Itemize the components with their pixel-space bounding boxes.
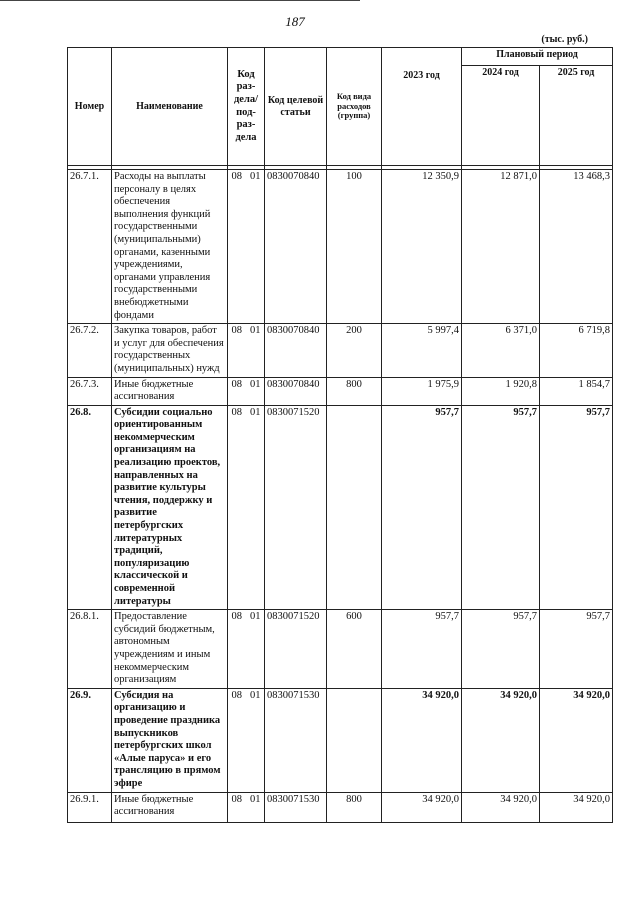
- table-row: [68, 688, 613, 792]
- row-number: 26.7.1.: [68, 170, 112, 324]
- row-amount-2023: 34 920,0: [382, 792, 462, 822]
- row-expense-type: 100: [327, 170, 382, 324]
- header-nomer: Номер: [68, 48, 112, 166]
- row-amount-2023: 1 975,9: [382, 377, 462, 405]
- page-number: 187: [285, 14, 305, 29]
- table-row: [68, 405, 613, 610]
- table-row: [68, 170, 613, 324]
- row-number: 26.7.2.: [68, 324, 112, 377]
- header-2025: 2025 год: [540, 66, 613, 166]
- row-expense-type: [327, 405, 382, 610]
- row-amount-2024: 957,7: [462, 405, 540, 610]
- row-target-code: 0830070840: [265, 170, 327, 324]
- row-name: Закупка товаров, работ и услуг для обеспечения государственных (муниципальных) нужд: [112, 324, 228, 377]
- row-amount-2024: 34 920,0: [462, 792, 540, 822]
- row-amount-2023: 12 350,9: [382, 170, 462, 324]
- row-podrazdel: 01: [246, 610, 265, 689]
- row-amount-2025: 957,7: [540, 610, 613, 689]
- row-expense-type: 200: [327, 324, 382, 377]
- row-amount-2023: 957,7: [382, 610, 462, 689]
- row-razdel: 08: [228, 324, 246, 377]
- row-amount-2025: 1 854,7: [540, 377, 613, 405]
- row-razdel: 08: [228, 792, 246, 822]
- row-expense-type: [327, 688, 382, 792]
- row-amount-2024: 957,7: [462, 610, 540, 689]
- row-name: Предоставление субсидий бюджетным, автономным учреждениям и иным некоммерческим организациям: [112, 610, 228, 689]
- row-number: 26.8.1.: [68, 610, 112, 689]
- row-amount-2024: 12 871,0: [462, 170, 540, 324]
- header-naimenovanie: Наименование: [112, 48, 228, 166]
- row-podrazdel: 01: [246, 405, 265, 610]
- row-name: Субсидии социально ориентированным некоммерческим организациям на реализацию проектов, направленных на развитие культуры чтения, поддержку и развитие петербургских литературных традиций, популяризацию классической и современной литературы: [112, 405, 228, 610]
- row-name: Субсидия на организацию и проведение праздника выпускников петербургских школ «Алые паруса» и его трансляцию в прямом эфире: [112, 688, 228, 792]
- row-podrazdel: 01: [246, 792, 265, 822]
- row-target-code: 0830070840: [265, 324, 327, 377]
- row-amount-2023: 957,7: [382, 405, 462, 610]
- table-row: [68, 610, 613, 689]
- row-target-code: 0830070840: [265, 377, 327, 405]
- row-number: 26.9.1.: [68, 792, 112, 822]
- row-amount-2024: 1 920,8: [462, 377, 540, 405]
- header-kod-stati: Код целевой статьи: [265, 48, 327, 166]
- row-number: 26.8.: [68, 405, 112, 610]
- row-target-code: 0830071530: [265, 688, 327, 792]
- row-name: Иные бюджетные ассигнования: [112, 792, 228, 822]
- row-razdel: 08: [228, 377, 246, 405]
- row-number: 26.9.: [68, 688, 112, 792]
- row-target-code: 0830071520: [265, 610, 327, 689]
- top-rule: [0, 0, 360, 1]
- row-amount-2025: 13 468,3: [540, 170, 613, 324]
- row-amount-2023: 5 997,4: [382, 324, 462, 377]
- header-planovy-period: Плановый период: [462, 48, 613, 66]
- row-expense-type: 800: [327, 792, 382, 822]
- row-name: Расходы на выплаты персоналу в целях обеспечения выполнения функций государственными (муниципальными) органами, казенными учреждениями, органами управления государственными внебюджетными фондами: [112, 170, 228, 324]
- row-amount-2025: 6 719,8: [540, 324, 613, 377]
- header-2024: 2024 год: [462, 66, 540, 166]
- row-amount-2023: 34 920,0: [382, 688, 462, 792]
- row-razdel: 08: [228, 405, 246, 610]
- row-amount-2024: 6 371,0: [462, 324, 540, 377]
- row-expense-type: 800: [327, 377, 382, 405]
- table-row: [68, 792, 613, 822]
- row-razdel: 08: [228, 688, 246, 792]
- row-podrazdel: 01: [246, 377, 265, 405]
- row-target-code: 0830071530: [265, 792, 327, 822]
- table-row: [68, 324, 613, 377]
- row-amount-2025: 957,7: [540, 405, 613, 610]
- row-podrazdel: 01: [246, 170, 265, 324]
- units-note: (тыс. руб.): [541, 34, 588, 45]
- row-podrazdel: 01: [246, 688, 265, 792]
- table-row: [68, 377, 613, 405]
- header-kod-vida: Код вида расходов (группа): [327, 48, 382, 166]
- row-name: Иные бюджетные ассигнования: [112, 377, 228, 405]
- row-podrazdel: 01: [246, 324, 265, 377]
- budget-table: [67, 47, 613, 823]
- row-razdel: 08: [228, 170, 246, 324]
- row-amount-2025: 34 920,0: [540, 688, 613, 792]
- row-target-code: 0830071520: [265, 405, 327, 610]
- row-razdel: 08: [228, 610, 246, 689]
- row-expense-type: 600: [327, 610, 382, 689]
- row-amount-2025: 34 920,0: [540, 792, 613, 822]
- row-amount-2024: 34 920,0: [462, 688, 540, 792]
- row-number: 26.7.3.: [68, 377, 112, 405]
- header-kod-razdela: Код раз- дела/ под- раз- дела: [228, 48, 265, 166]
- header-2023: 2023 год: [382, 48, 462, 166]
